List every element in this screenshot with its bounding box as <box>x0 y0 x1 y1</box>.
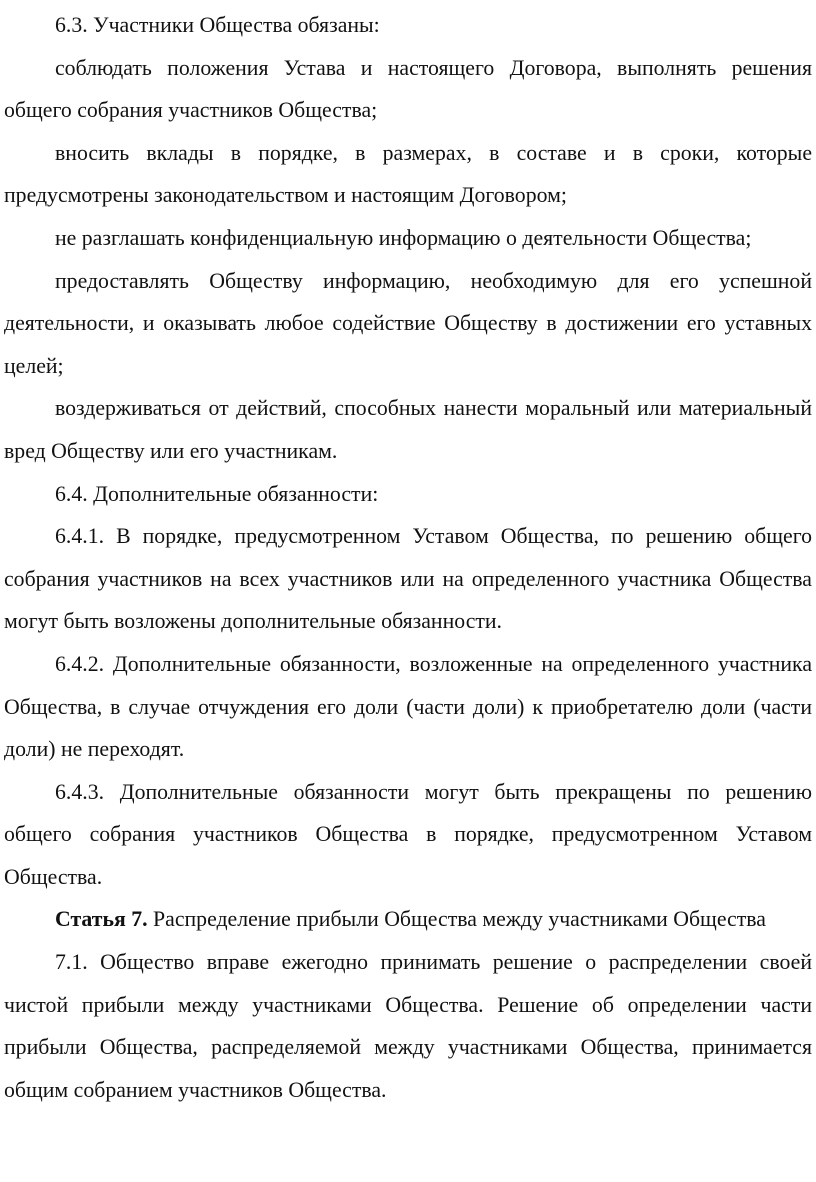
paragraph-6-4-2: 6.4.2. Дополнительные обязанности, возложенные на определенного участника Общества, в случае отчуждения его доли (части доли) к приобретателю доли (части доли) не переходят. <box>4 651 812 762</box>
paragraph-obligation-confidentiality: не разглашать конфиденциальную информацию о деятельности Общества; <box>55 225 752 250</box>
article-title: Распределение прибыли Общества между участниками Общества <box>153 907 766 932</box>
article-label: Статья 7. <box>55 907 148 932</box>
paragraph-6-4-heading: 6.4. Дополнительные обязанности: <box>55 481 379 506</box>
paragraph-obligation-contributions: вносить вклады в порядке, в размерах, в составе и в сроки, которые предусмотрены законодательством и настоящим Договором; <box>4 140 812 208</box>
paragraph-obligation-information: предоставлять Обществу информацию, необходимую для его успешной деятельности, и оказывать любое содействие Обществу в достижении его уставных целей; <box>4 268 812 378</box>
paragraph-6-4-1: 6.4.1. В порядке, предусмотренном Уставом Общества, по решению общего собрания участников на всех участников или на определенного участника Общества могут быть возложены дополнительные обязанности. <box>4 524 812 634</box>
paragraph-obligation-no-harm: воздерживаться от действий, способных нанести моральный или материальный вред Обществу или его участникам. <box>4 396 812 463</box>
article-7-heading <box>4 898 812 941</box>
paragraph-6-3-heading: 6.3. Участники Общества обязаны: <box>55 13 380 37</box>
paragraph-7-1: 7.1. Общество вправе ежегодно принимать решение о распределении своей чистой прибыли между участниками Общества. Решение об определении части прибыли Общества, распределяемой между участниками Общества, принимается общим собранием участников Общества. <box>4 950 812 1102</box>
paragraph-obligation-comply: соблюдать положения Устава и настоящего Договора, выполнять решения общего собрания участников Общества; <box>4 55 812 123</box>
paragraph-6-4-3: 6.4.3. Дополнительные обязанности могут быть прекращены по решению общего собрания участников Общества в порядке, предусмотренном Уставом Общества. <box>4 779 812 889</box>
